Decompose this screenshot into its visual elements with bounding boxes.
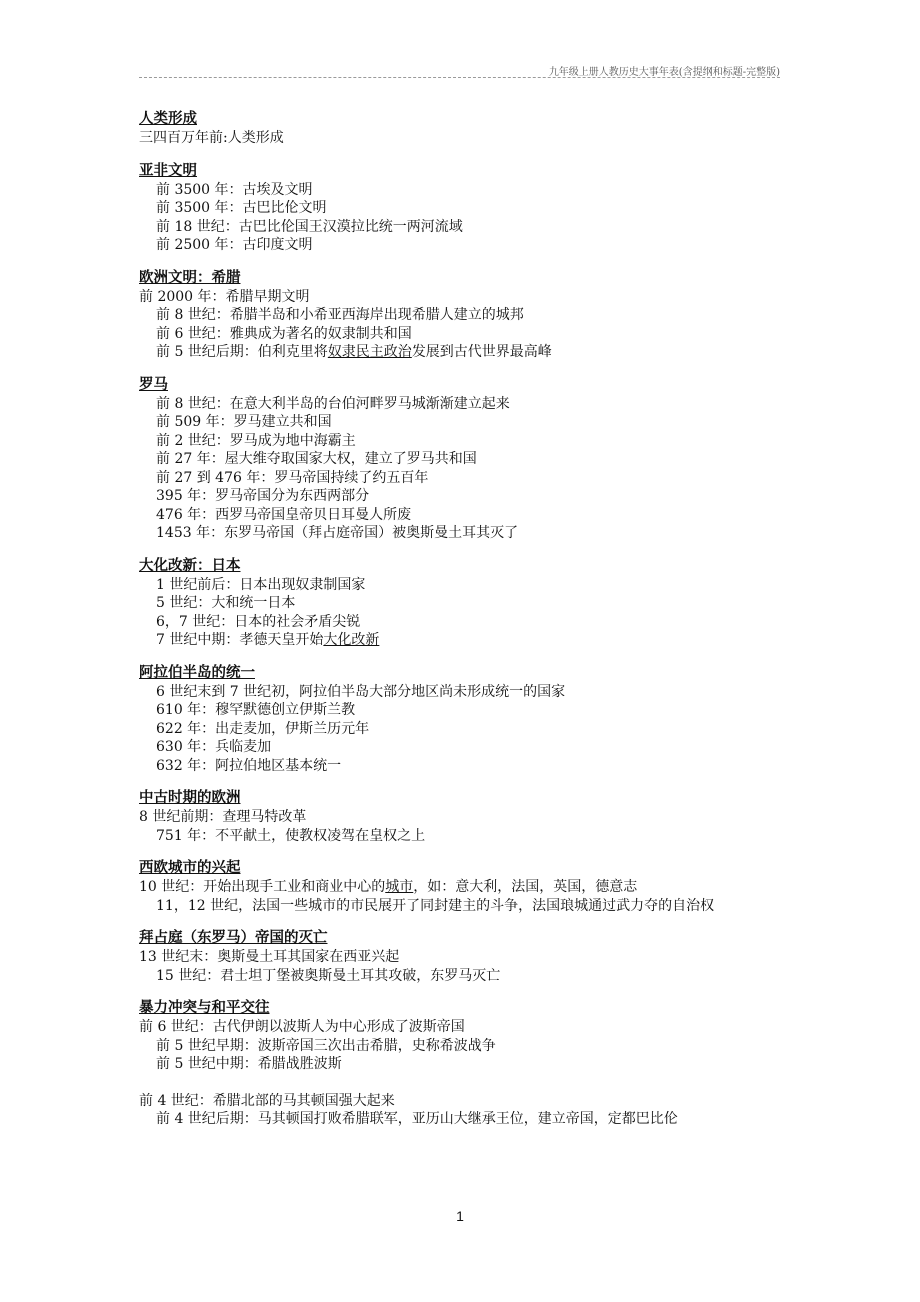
hyperlink-cities[interactable]: 城市: [385, 879, 414, 895]
section-medieval-europe: [139, 789, 794, 845]
timeline-entry: 前 6 世纪：雅典成为著名的奴隶制共和国: [156, 325, 412, 342]
timeline-entry: 15 世纪：君士坦丁堡被奥斯曼土耳其攻破，东罗马灭亡: [156, 967, 501, 984]
section-heading: 拜占庭（东罗马）帝国的灭亡: [139, 930, 328, 946]
timeline-entry: 前 18 世纪：古巴比伦国王汉漠拉比统一两河流域: [156, 218, 463, 235]
timeline-entry: 8 世纪前期：查理马特改革: [139, 809, 307, 825]
timeline-entry: [139, 343, 794, 362]
entry-text: 10 世纪：开始出现手工业和商业中心的: [139, 879, 386, 895]
entry-text: ，如：意大利，法国，英国，德意志: [413, 879, 638, 895]
timeline-entry: 前 3500 年：古巴比伦文明: [156, 200, 327, 216]
paragraph-gap: [139, 1074, 794, 1092]
section-heading: 中古时期的欧洲: [139, 790, 241, 806]
timeline-entry: 前 6 世纪：古代伊朗以波斯人为中心形成了波斯帝国: [139, 1019, 465, 1035]
section-western-cities: [139, 859, 794, 915]
section-greece: [139, 269, 794, 362]
document-body: [139, 110, 794, 1143]
section-heading: 罗马: [139, 376, 168, 393]
timeline-entry: 5 世纪：大和统一日本: [156, 595, 296, 611]
timeline-entry: 11，12 世纪，法国一些城市的市民展开了同封建主的斗争，法国琅城通过武力夺的自治权: [156, 897, 715, 914]
timeline-entry: 前 5 世纪早期：波斯帝国三次出击希腊，史称希波战争: [156, 1037, 496, 1054]
timeline-entry: 三四百万年前:人类形成: [139, 130, 284, 146]
section-human-origins: [139, 110, 794, 148]
entry-text: 前 5 世纪后期：伯利克里将: [156, 344, 328, 360]
timeline-entry: 前 5 世纪中期：希腊战胜波斯: [156, 1056, 342, 1072]
timeline-entry: 前 27 年：屋大维夺取国家大权，建立了罗马共和国: [156, 451, 477, 467]
section-arabia: [139, 664, 794, 776]
timeline-entry: 476 年：西罗马帝国皇帝贝日耳曼人所废: [156, 506, 412, 523]
timeline-entry: 6 世纪末到 7 世纪初，阿拉伯半岛大部分地区尚未形成统一的国家: [156, 683, 566, 700]
timeline-entry: 1 世纪前后：日本出现奴隶制国家: [156, 576, 366, 593]
timeline-entry: [139, 878, 794, 897]
section-conflict-exchange: [139, 999, 794, 1129]
timeline-entry: 前 2000 年：希腊早期文明: [139, 288, 310, 305]
timeline-entry: 395 年：罗马帝国分为东西两部分: [156, 488, 370, 504]
timeline-entry: 前 4 世纪后期：马其顿国打败希腊联军，亚历山大继承王位，建立帝国，定都巴比伦: [156, 1111, 678, 1127]
section-japan: [139, 557, 794, 650]
section-rome: [139, 376, 794, 543]
timeline-entry: 前 4 世纪：希腊北部的马其顿国强大起来: [139, 1092, 395, 1109]
page-number: 1: [456, 1208, 464, 1224]
timeline-entry: 前 2500 年：古印度文明: [156, 237, 313, 253]
section-heading: 人类形成: [139, 111, 197, 127]
timeline-entry: 前 8 世纪：希腊半岛和小希亚西海岸出现希腊人建立的城邦: [156, 307, 524, 323]
entry-text: 发展到古代世界最高峰: [411, 344, 552, 360]
hyperlink-slave-democracy[interactable]: 奴隶民主政治: [327, 344, 412, 360]
timeline-entry: 1453 年：东罗马帝国（拜占庭帝国）被奥斯曼土耳其灭了: [156, 525, 519, 541]
timeline-entry: 前 27 到 476 年：罗马帝国持续了约五百年: [156, 469, 429, 486]
entry-text: 7 世纪中期：孝德天皇开始: [156, 632, 324, 648]
timeline-entry: 前 3500 年：古埃及文明: [156, 181, 313, 198]
timeline-entry: 610 年：穆罕默德创立伊斯兰教: [156, 702, 356, 718]
timeline-entry: 751 年：不平献土，使教权凌驾在皇权之上: [156, 827, 426, 844]
hyperlink-taika-reform[interactable]: 大化改新: [323, 632, 380, 648]
section-heading: 阿拉伯半岛的统一: [139, 664, 255, 681]
section-asia-africa: [139, 162, 794, 255]
timeline-entry: 前 8 世纪：在意大利半岛的台伯河畔罗马城渐渐建立起来: [156, 395, 510, 412]
timeline-entry: 13 世纪末：奥斯曼土耳其国家在西亚兴起: [139, 949, 400, 965]
header-title: 九年级上册人教历史大事年表(含提纲和标题-完整版): [548, 67, 780, 78]
section-heading: 西欧城市的兴起: [139, 860, 241, 876]
timeline-entry: [139, 631, 794, 650]
timeline-entry: 632 年：阿拉伯地区基本统一: [156, 757, 342, 774]
timeline-entry: 622 年：出走麦加，伊斯兰历元年: [156, 720, 370, 737]
section-heading: 亚非文明: [139, 162, 197, 179]
section-heading: 大化改新：日本: [139, 557, 241, 574]
timeline-entry: 630 年：兵临麦加: [156, 739, 272, 755]
timeline-entry: 6，7 世纪：日本的社会矛盾尖锐: [156, 613, 361, 630]
section-byzantium: [139, 929, 794, 985]
timeline-entry: 前 2 世纪：罗马成为地中海霸主: [156, 432, 356, 449]
timeline-entry: 前 509 年：罗马建立共和国: [156, 414, 332, 430]
section-heading: 暴力冲突与和平交往: [139, 1000, 270, 1016]
section-heading: 欧洲文明：希腊: [139, 269, 241, 286]
